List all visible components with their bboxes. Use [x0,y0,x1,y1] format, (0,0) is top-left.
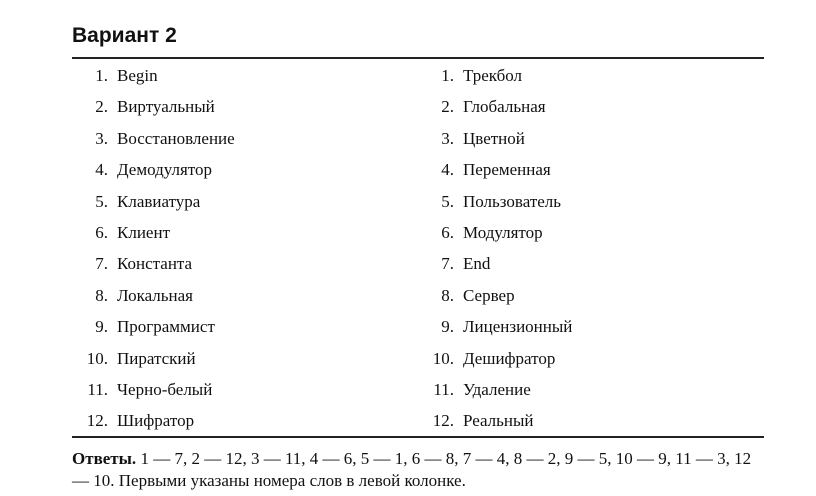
item-word: Сервер [463,285,515,305]
list-item [418,343,738,374]
list-item [72,123,372,154]
item-number: 8. [441,285,454,305]
item-word: Цветной [463,128,525,148]
item-number: 1. [95,66,108,85]
item-word: Демодулятор [117,160,213,180]
list-item [72,311,372,342]
item-number: 10. [86,348,108,368]
list-item [72,186,372,217]
item-number: 1. [441,66,454,85]
item-number: 9. [441,317,454,337]
item-number: 6. [95,222,108,242]
answers-paragraph [72,448,768,492]
item-number: 4. [441,160,454,180]
item-word: Лицензионный [463,317,573,337]
list-item [72,91,372,122]
item-word: Клиент [117,222,170,242]
list-item [72,343,372,374]
item-number: 5. [441,191,454,211]
page-title: Вариант 2 [72,24,177,47]
answers-label: Ответы. [72,449,137,468]
list-item [418,186,738,217]
list-item [418,405,738,436]
item-word: Виртуальный [117,97,215,117]
list-item [72,217,372,248]
item-word: Черно-белый [117,379,213,399]
item-number: 12. [86,411,108,431]
list-item [72,154,372,185]
list-item [72,60,372,91]
left-column [72,60,372,437]
list-item [418,91,738,122]
list-item [418,60,738,91]
item-number: 2. [441,97,454,117]
item-word: Переменная [463,160,551,180]
list-item [418,374,738,405]
item-number: 12. [432,411,454,431]
answers-text: 1 — 7, 2 — 12, 3 — 11, 4 — 6, 5 — 1, 6 — 8, 7 — 4, 8 — 2, 9 — 5, 10 — 9, 11 — 3, 12 — 10. Первыми указаны номера слов в левой колонке. [72,449,752,490]
item-word: End [463,254,491,274]
item-number: 3. [441,128,454,148]
list-item [418,280,738,311]
item-word: Клавиатура [117,191,201,211]
item-word: Реальный [463,411,534,431]
item-number: 5. [95,191,108,211]
item-number: 8. [95,285,108,305]
item-number: 7. [95,254,108,274]
bottom-divider [72,436,764,438]
top-divider [72,57,764,59]
item-word: Глобальная [463,97,546,117]
list-item [72,280,372,311]
item-word: Удаление [463,379,531,399]
list-item [418,123,738,154]
list-item [418,248,738,279]
item-word: Begin [117,66,158,85]
item-word: Константа [117,254,193,274]
item-word: Пользователь [463,191,562,211]
item-word: Модулятор [463,222,543,242]
item-word: Локальная [117,285,194,305]
item-word: Трекбол [463,66,523,85]
item-word: Шифратор [117,411,195,431]
list-item [418,154,738,185]
list-item [418,217,738,248]
item-word: Пиратский [117,348,196,368]
item-number: 11. [433,379,454,399]
item-word: Восстановление [117,128,235,148]
item-number: 7. [441,254,454,274]
item-word: Программист [117,317,215,337]
item-number: 6. [441,222,454,242]
item-number: 9. [95,317,108,337]
item-number: 3. [95,128,108,148]
item-number: 4. [95,160,108,180]
list-item [418,311,738,342]
item-number: 11. [87,379,108,399]
right-column [418,60,738,437]
list-item [72,405,372,436]
item-number: 10. [432,348,454,368]
item-number: 2. [95,97,108,117]
item-word: Дешифратор [463,348,556,368]
list-item [72,374,372,405]
list-item [72,248,372,279]
